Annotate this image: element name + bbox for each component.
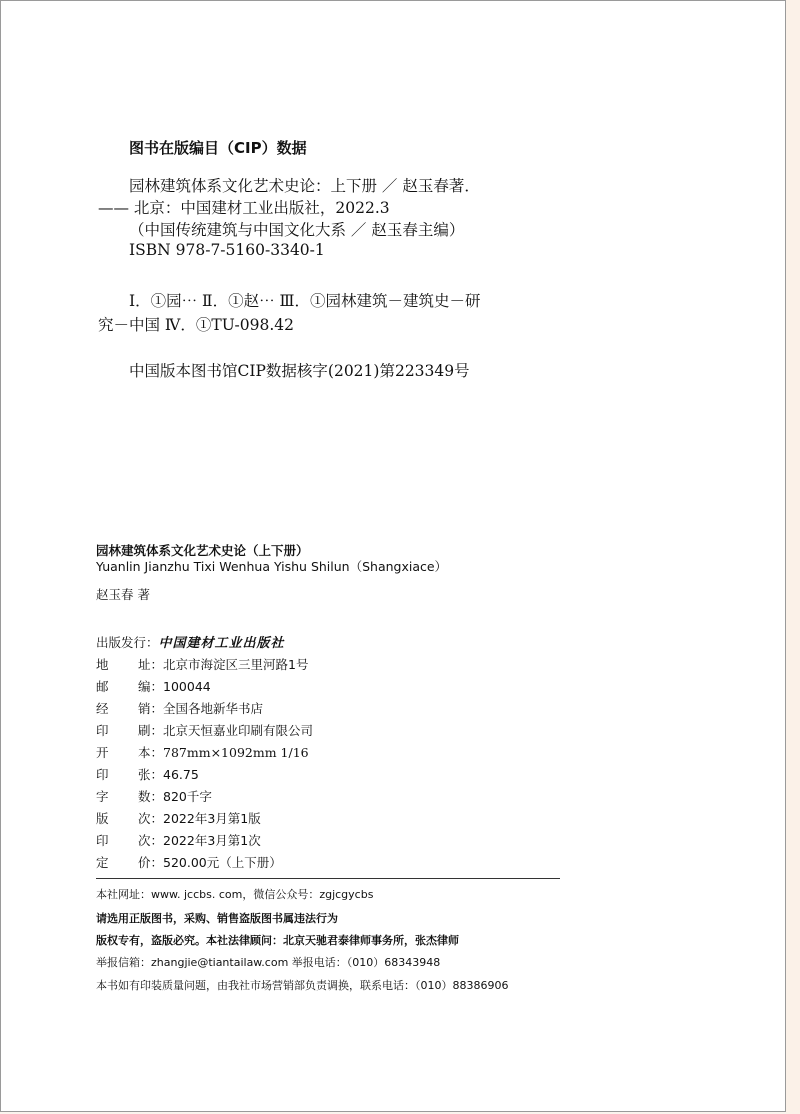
cip-line-classification-cont: 究－中国 Ⅳ．①TU-098.42: [98, 316, 295, 334]
info-row-key-suffix: 销：: [138, 701, 164, 716]
info-row: [96, 810, 261, 828]
info-row-value: 全国各地新华书店: [163, 701, 264, 716]
footer-website: 本社网址：www. jccbs. com，微信公众号：zgjcgycbs: [96, 888, 374, 901]
cip-line-classification: Ⅰ．①园⋯ Ⅱ．①赵⋯ Ⅲ．①园林建筑－建筑史－研: [129, 292, 481, 310]
info-row-key-suffix: 张：: [138, 767, 164, 782]
info-row-key-suffix: 编：: [138, 679, 164, 694]
info-row-key-suffix: 次：: [138, 811, 164, 826]
info-row: [96, 832, 261, 850]
cip-line-title: 园林建筑体系文化艺术史论：上下册 ／ 赵玉春著．: [129, 177, 480, 195]
footer-rights: 版权专有，盗版必究。本社法律顾问：北京天驰君泰律师事务所，张杰律师: [96, 934, 459, 947]
info-row: [96, 744, 309, 762]
info-row-key-suffix: 刷：: [138, 723, 164, 738]
info-row-value: 2022年3月第1次: [163, 833, 261, 848]
info-row-value: 820千字: [163, 789, 212, 804]
info-row-key: 印: [96, 723, 109, 738]
info-row-key: 字: [96, 789, 109, 804]
info-row-key: 定: [96, 855, 109, 870]
info-row-key: 印: [96, 833, 109, 848]
info-row: [96, 700, 263, 718]
info-row-key: 经: [96, 701, 109, 716]
footer-quality: 本书如有印装质量问题，由我社市场营销部负责调换，联系电话：（010）88386906: [96, 979, 509, 992]
info-row: [96, 656, 308, 674]
info-row-key-suffix: 址：: [138, 657, 164, 672]
cip-line-isbn: ISBN 978-7-5160-3340-1: [129, 241, 325, 259]
info-row-key: 版: [96, 811, 109, 826]
cip-line-number: 中国版本图书馆CIP数据核字(2021)第223349号: [129, 362, 470, 380]
cip-line-publisher: —— 北京：中国建材工业出版社，2022.3: [98, 199, 390, 217]
info-row: [96, 854, 282, 872]
info-row-key: 印: [96, 767, 109, 782]
info-row-value: 520.00元（上下册）: [163, 855, 282, 870]
info-row-value: 2022年3月第1版: [163, 811, 261, 826]
info-row-key: 地: [96, 657, 109, 672]
footer-report: 举报信箱：zhangjie@tiantailaw.com 举报电话：（010）68343948: [96, 956, 441, 969]
publisher-label: 出版发行：: [96, 635, 159, 650]
book-author: 赵玉春 著: [96, 587, 150, 602]
cip-line-series: （中国传统建筑与中国文化大系 ／ 赵玉春主编）: [129, 221, 465, 239]
info-row: [96, 766, 199, 784]
info-row-key-suffix: 价：: [138, 855, 164, 870]
info-row-value: 北京天恒嘉业印刷有限公司: [163, 723, 314, 738]
info-row-key: 邮: [96, 679, 109, 694]
book-pinyin-title: Yuanlin Jianzhu Tixi Wenhua Yishu Shilun（Shangxiace）: [96, 559, 448, 574]
info-row: [96, 788, 212, 806]
cip-heading: 图书在版编目（CIP）数据: [129, 139, 307, 157]
info-row-key-suffix: 次：: [138, 833, 164, 848]
info-row-key: 开: [96, 745, 109, 760]
info-row-value: 100044: [163, 679, 211, 694]
info-row: [96, 722, 313, 740]
info-row-value: 北京市海淀区三里河路1号: [163, 657, 309, 672]
info-row-value: 46.75: [163, 767, 199, 782]
info-row: [96, 678, 211, 696]
page-edge: [786, 0, 800, 1114]
info-row-value: 787mm×1092mm 1/16: [163, 745, 309, 760]
info-row-key-suffix: 数：: [138, 789, 164, 804]
publisher-row: [96, 634, 285, 652]
publisher-name: 中国建材工业出版社: [158, 636, 285, 651]
divider: [96, 878, 560, 879]
info-row-key-suffix: 本：: [138, 745, 164, 760]
book-title: 园林建筑体系文化艺术史论（上下册）: [96, 543, 309, 558]
footer-warning: 请选用正版图书，采购、销售盗版图书属违法行为: [96, 912, 338, 925]
